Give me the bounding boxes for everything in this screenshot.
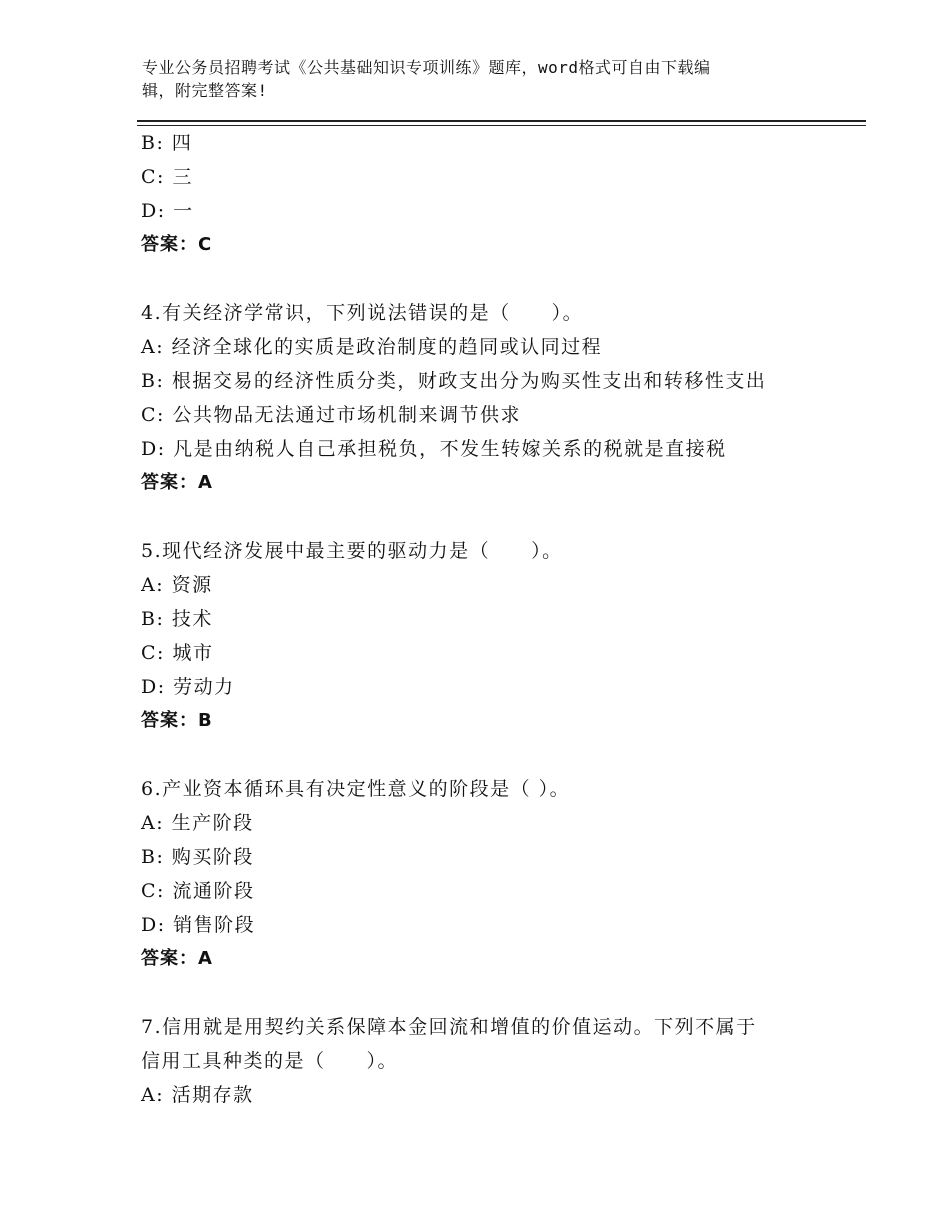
spacer: [141, 262, 861, 296]
q4-option-c: C: 公共物品无法通过市场机制来调节供求: [141, 404, 521, 426]
q7-stem-line-1: 7.信用就是用契约关系保障本金回流和增值的价值运动。下列不属于: [141, 1016, 757, 1038]
q4-option-a: A: 经济全球化的实质是政治制度的趋同或认同过程: [141, 336, 603, 358]
spacer: [141, 976, 861, 1010]
q5-answer: 答案：B: [141, 710, 213, 731]
question-4-block: [141, 296, 861, 500]
q5-option-c: C: 城市: [141, 642, 214, 664]
q6-answer: 答案：A: [141, 948, 213, 969]
q3-option-b: B: 四: [141, 132, 193, 154]
q4-stem: 4.有关经济学常识，下列说法错误的是（ ）。: [141, 302, 584, 324]
q5-option-b: B: 技术: [141, 608, 213, 630]
header-line-1: 专业公务员招聘考试《公共基础知识专项训练》题库，word格式可自由下载编: [142, 58, 711, 77]
q4-answer: 答案：A: [141, 472, 213, 493]
q6-stem: 6.产业资本循环具有决定性意义的阶段是（ ）。: [141, 778, 571, 800]
q3-option-d: D: 一: [141, 200, 194, 222]
q6-option-c: C: 流通阶段: [141, 880, 255, 902]
question-list: [141, 126, 861, 1112]
header-line-2: 辑，附完整答案!: [142, 81, 268, 100]
q6-option-d: D: 销售阶段: [141, 914, 256, 936]
q5-option-d: D: 劳动力: [141, 676, 235, 698]
q7-stem-line-2: 信用工具种类的是（ ）。: [141, 1050, 399, 1072]
q7-option-a: A: 活期存款: [141, 1084, 254, 1106]
q4-option-d: D: 凡是由纳税人自己承担税负，不发生转嫁关系的税就是直接税: [141, 438, 727, 460]
q3-answer: 答案：C: [141, 234, 213, 255]
q6-option-b: B: 购买阶段: [141, 846, 254, 868]
header-divider-thick: [137, 120, 866, 122]
document-header: [142, 56, 792, 102]
question-7-block: [141, 1010, 861, 1112]
question-6-block: [141, 772, 861, 976]
q5-option-a: A: 资源: [141, 574, 213, 596]
spacer: [141, 500, 861, 534]
q6-option-a: A: 生产阶段: [141, 812, 254, 834]
q5-stem: 5.现代经济发展中最主要的驱动力是（ ）。: [141, 540, 563, 562]
q3-option-c: C: 三: [141, 166, 193, 188]
question-3-block: [141, 126, 861, 262]
question-5-block: [141, 534, 861, 738]
spacer: [141, 738, 861, 772]
q4-option-b: B: 根据交易的经济性质分类，财政支出分为购买性支出和转移性支出: [141, 370, 767, 392]
